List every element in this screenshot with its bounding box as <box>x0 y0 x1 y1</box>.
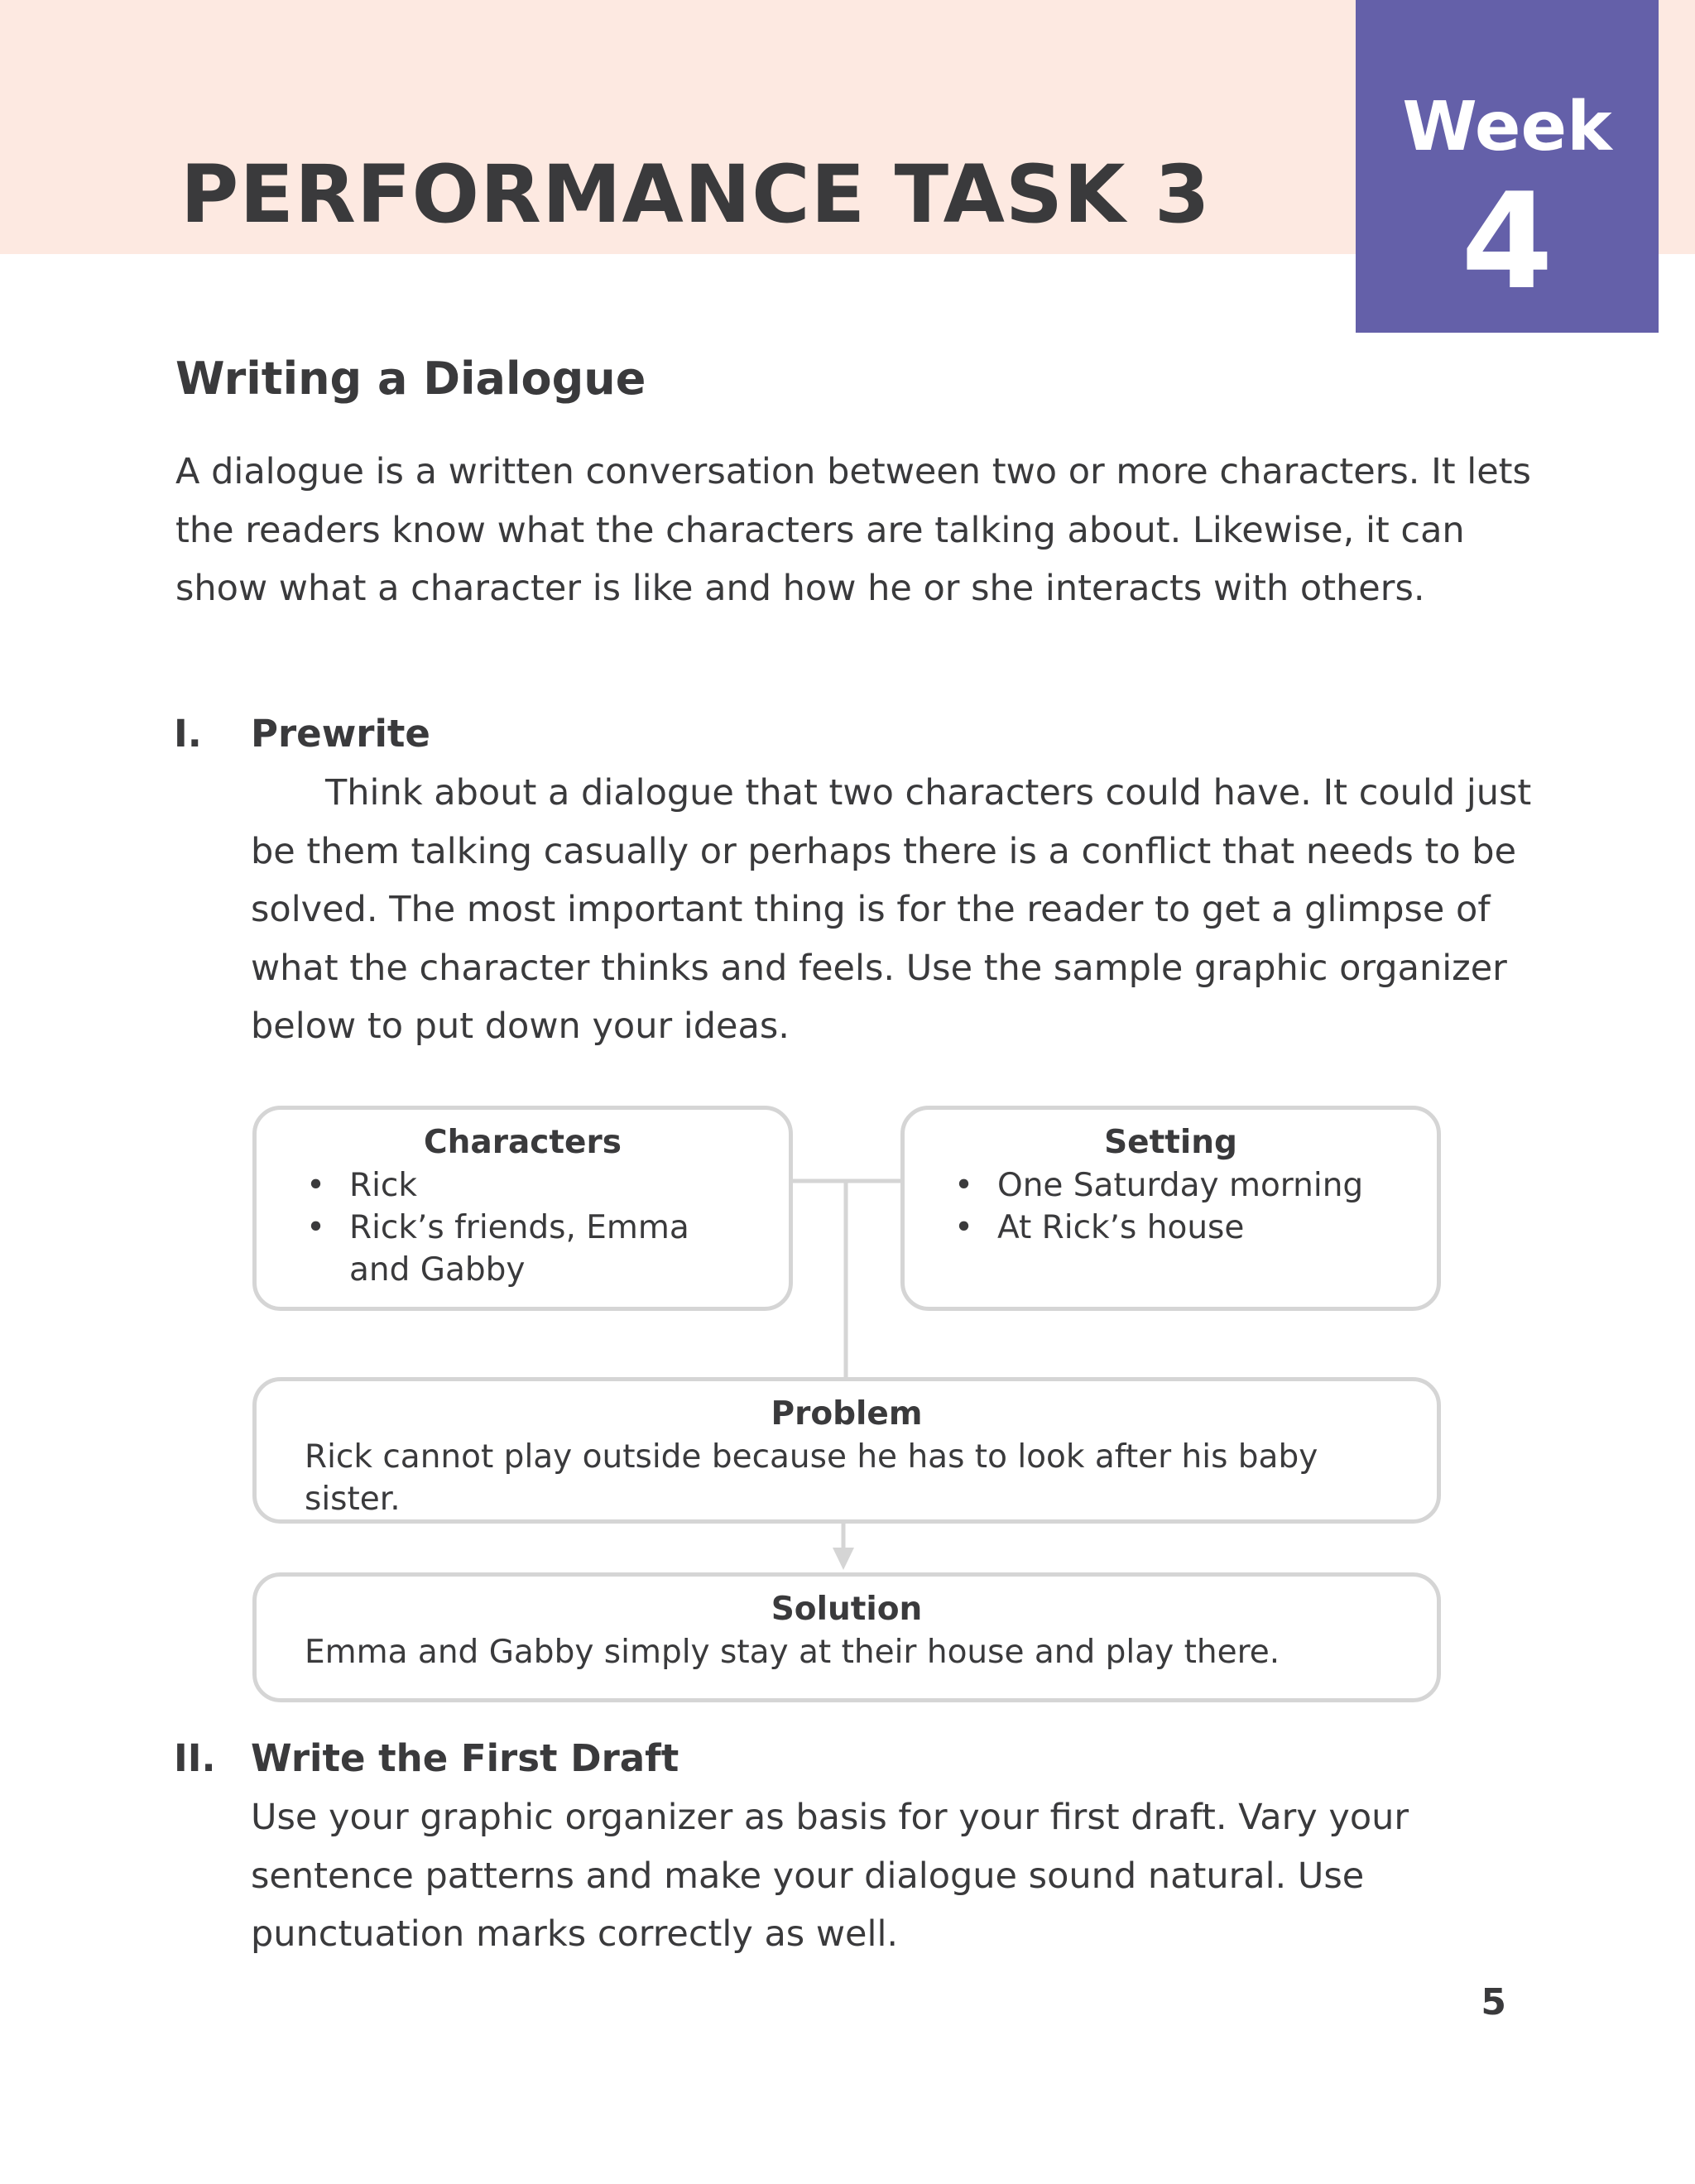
solution-text: Emma and Gabby simply stay at their house and play there. <box>305 1634 1280 1671</box>
list-item: • One Saturday morning <box>953 1164 1437 1207</box>
setting-title: Setting <box>1104 1124 1237 1161</box>
setting-list <box>953 1164 1437 1249</box>
prewrite-paragraph: Think about a dialogue that two characters could have. It could just be them talking casually or perhaps there is a conflict that needs to be solved. The most important thing is for the reader to get a glimpse of what the character thinks and feels. Use the sample graphic organizer below to put down your ideas. <box>251 772 1532 1047</box>
arrow-down-icon <box>833 1548 854 1570</box>
characters-list <box>305 1164 789 1291</box>
draft-heading: Write the First Draft <box>251 1736 679 1780</box>
solution-title: Solution <box>771 1591 923 1628</box>
solution-box <box>252 1572 1441 1702</box>
week-number: 4 <box>1461 164 1553 319</box>
characters-box <box>252 1106 793 1311</box>
intro-paragraph: A dialogue is a written conversation between two or more characters. It lets the readers know what the characters are talking about. Likewise, it can show what a character is like and how he or she interacts with others. <box>175 451 1531 609</box>
setting-box <box>900 1106 1441 1311</box>
list-item: • Rick <box>305 1164 789 1207</box>
page-number: 5 <box>1481 1981 1506 2023</box>
characters-title: Characters <box>424 1124 622 1161</box>
prewrite-numeral: I. <box>174 712 202 756</box>
list-item: • At Rick’s house <box>953 1207 1437 1249</box>
problem-box <box>252 1377 1441 1524</box>
problem-text: Rick cannot play outside because he has to look after his baby sister. <box>305 1438 1318 1518</box>
draft-numeral: II. <box>174 1736 216 1780</box>
page-title: PERFORMANCE TASK 3 <box>180 148 1211 241</box>
prewrite-heading: Prewrite <box>251 712 430 756</box>
section-title: Writing a Dialogue <box>175 353 646 405</box>
draft-paragraph: Use your graphic organizer as basis for your first draft. Vary your sentence patterns and make your dialogue sound natural. Use punctuation marks correctly as well. <box>251 1797 1409 1955</box>
week-label: Week <box>1402 88 1612 166</box>
problem-title: Problem <box>771 1395 923 1433</box>
list-item: • Rick’s friends, Emma and Gabby <box>305 1207 730 1291</box>
